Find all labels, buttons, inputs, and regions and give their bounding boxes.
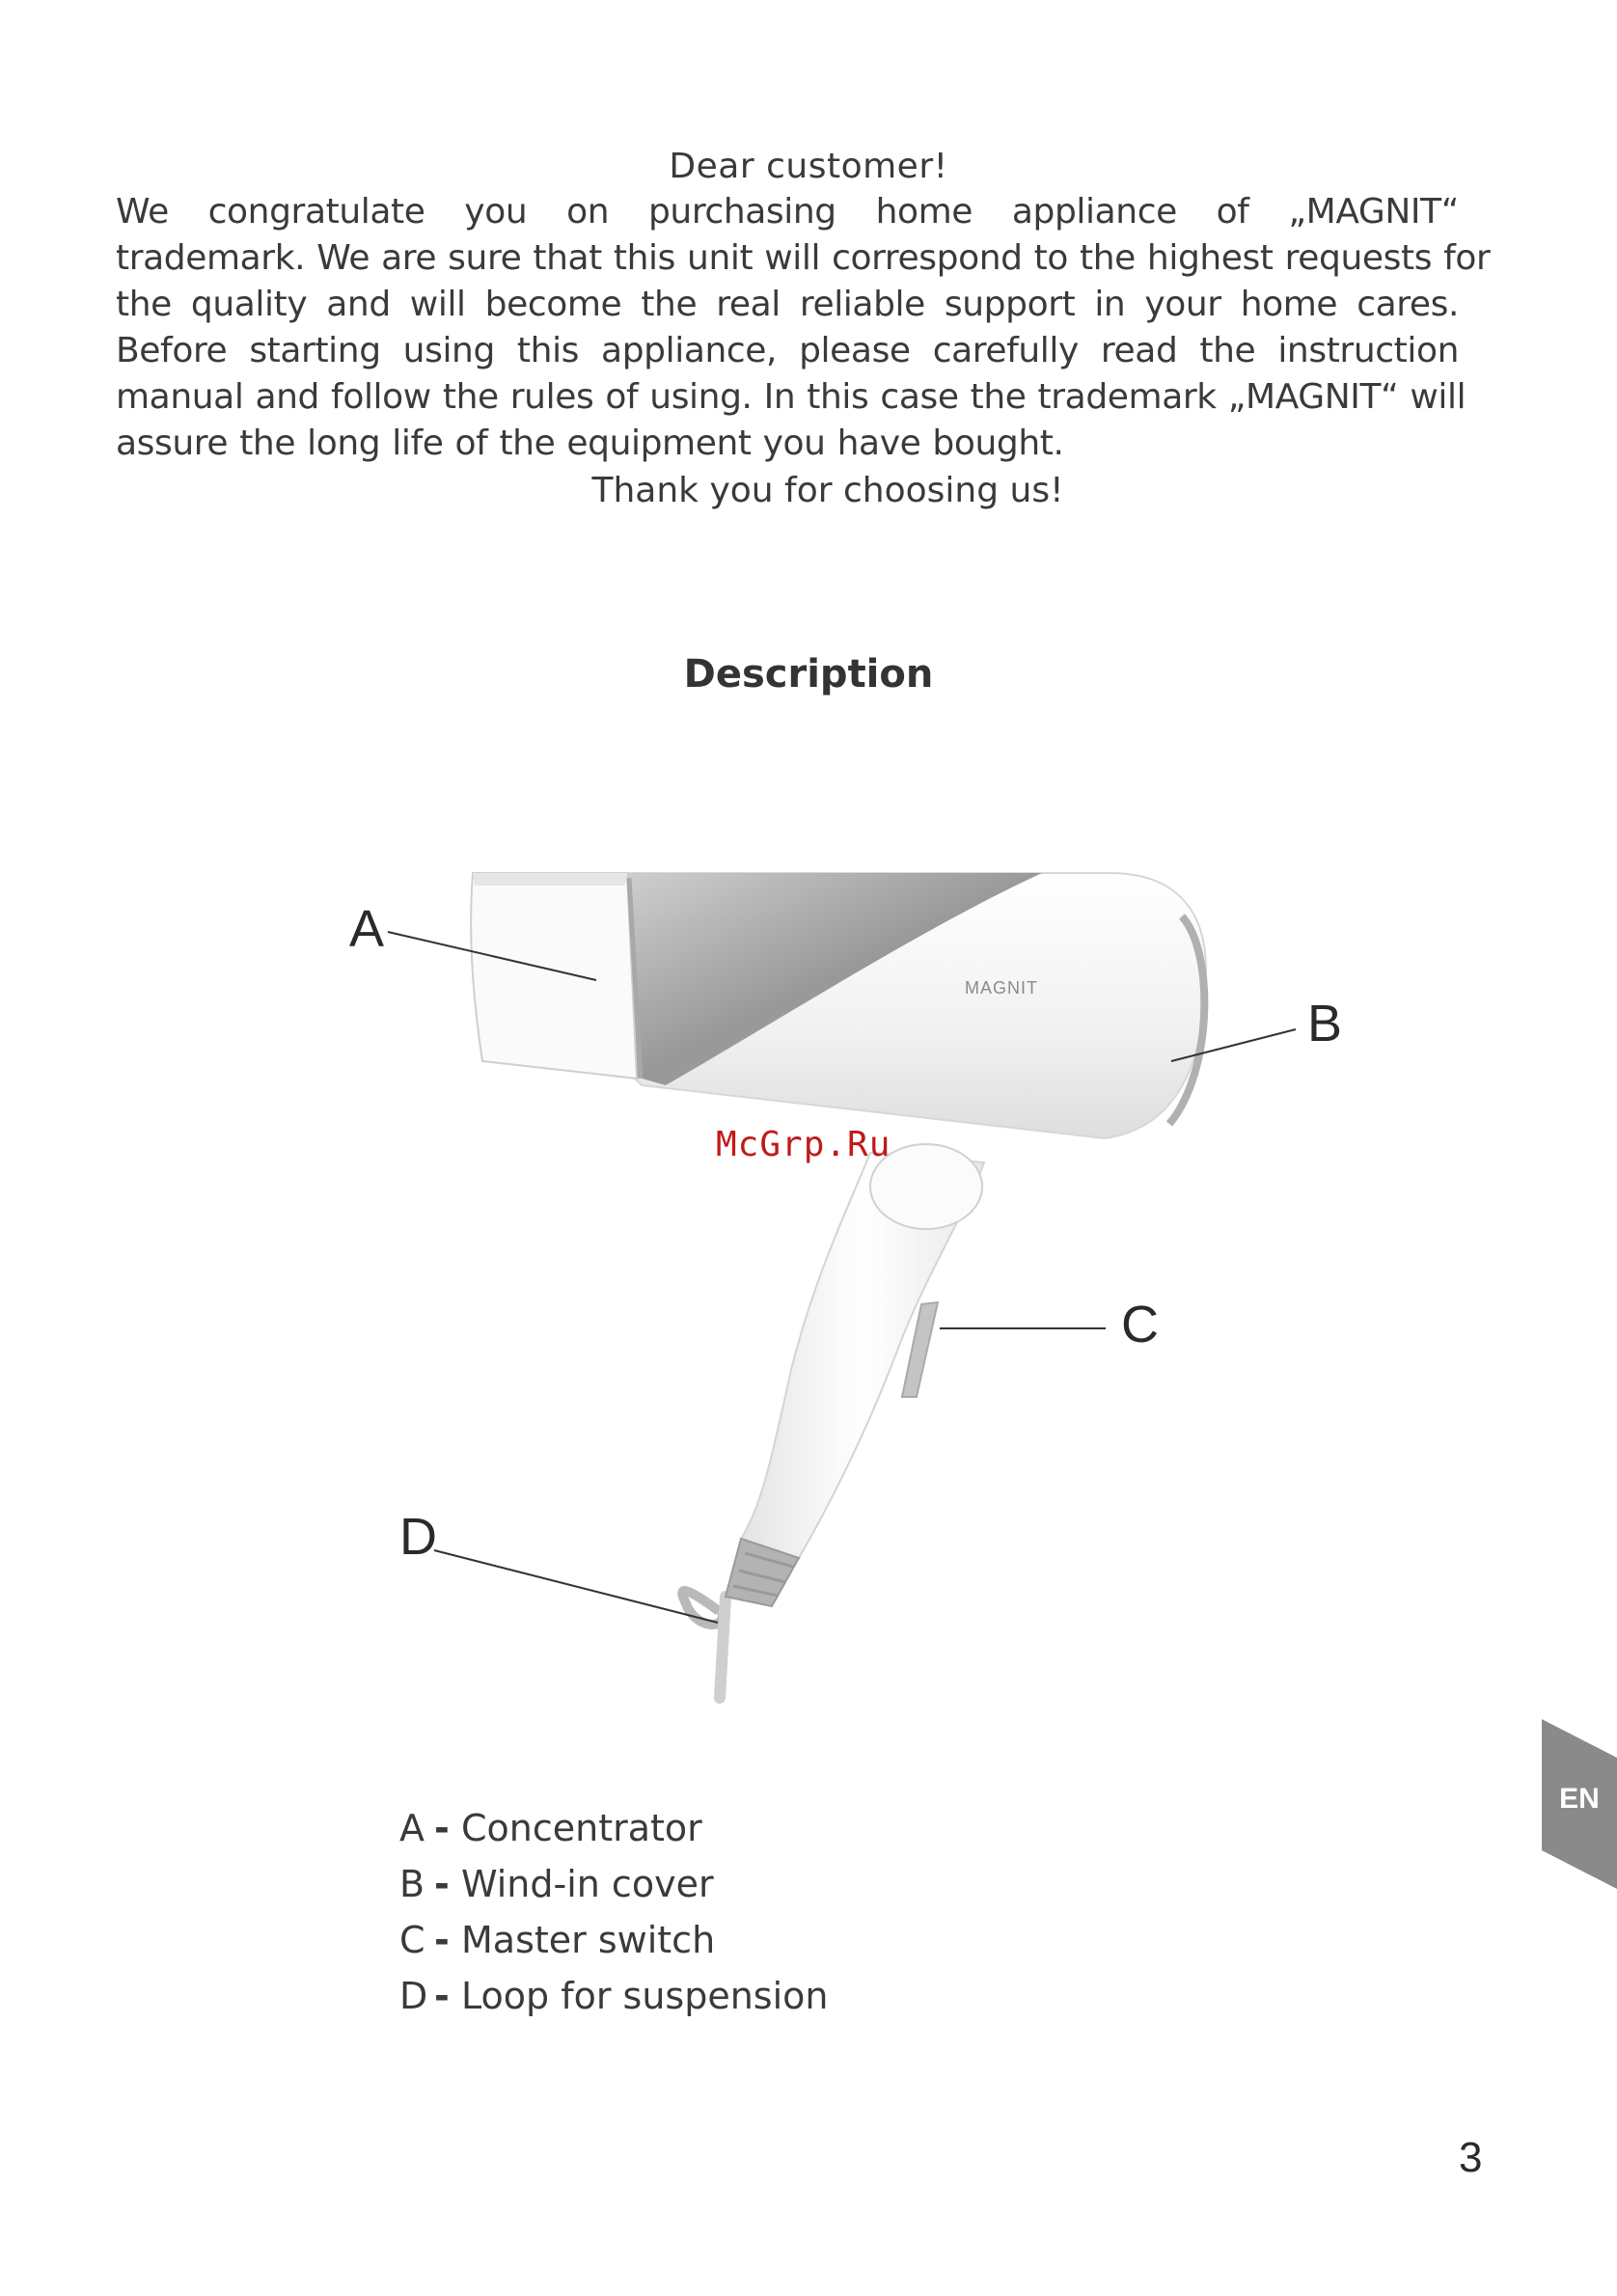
legend-label: Master switch	[461, 1919, 716, 1961]
legend-item	[399, 1800, 828, 1856]
intro-line: Before starting using this appliance, please carefully read the instruction	[116, 331, 1459, 370]
legend-dash: -	[434, 1975, 450, 2017]
legend-label: Wind-in cover	[461, 1863, 714, 1905]
callout-line-d	[434, 1550, 718, 1623]
legend-item	[399, 1912, 828, 1968]
language-tab-label: EN	[1559, 1783, 1600, 1815]
concentrator	[471, 873, 641, 1079]
legend-key: B	[399, 1863, 425, 1905]
intro-line: manual and follow the rules of using. In this case the trademark „MAGNIT“ will	[116, 377, 1466, 417]
legend-label: Loop for suspension	[461, 1975, 829, 2017]
page-number: 3	[1459, 2134, 1483, 2181]
greeting: Dear customer!	[669, 147, 948, 186]
brand-logo: MAGNIT	[965, 978, 1038, 998]
thanks-line: Thank you for choosing us!	[591, 471, 1064, 510]
watermark-text: McGrp.Ru	[716, 1125, 891, 1164]
callout-b: B	[1307, 995, 1343, 1052]
legend-item	[399, 1856, 828, 1912]
legend-dash: -	[434, 1863, 450, 1905]
parts-legend	[399, 1800, 828, 2024]
legend-key: D	[399, 1975, 428, 2017]
language-tab	[1542, 1719, 1617, 1889]
intro-line: trademark. We are sure that this unit will correspond to the highest requests for	[116, 238, 1491, 278]
power-cord	[682, 1591, 726, 1698]
intro-line: We congratulate you on purchasing home appliance of „MAGNIT“	[116, 192, 1459, 232]
legend-label: Concentrator	[461, 1807, 702, 1849]
intro-line: the quality and will become the real reliable support in your home cares.	[116, 285, 1459, 324]
legend-item	[399, 1968, 828, 2024]
callout-d: D	[399, 1508, 437, 1566]
callout-c: C	[1121, 1296, 1159, 1353]
legend-dash: -	[434, 1807, 450, 1849]
legend-dash: -	[434, 1919, 450, 1961]
section-heading: Description	[683, 652, 934, 697]
intro-line: assure the long life of the equipment you have bought.	[116, 424, 1064, 463]
legend-key: A	[399, 1807, 425, 1849]
callout-a: A	[349, 900, 385, 958]
legend-key: C	[399, 1919, 425, 1961]
dryer-body	[617, 873, 1206, 1138]
